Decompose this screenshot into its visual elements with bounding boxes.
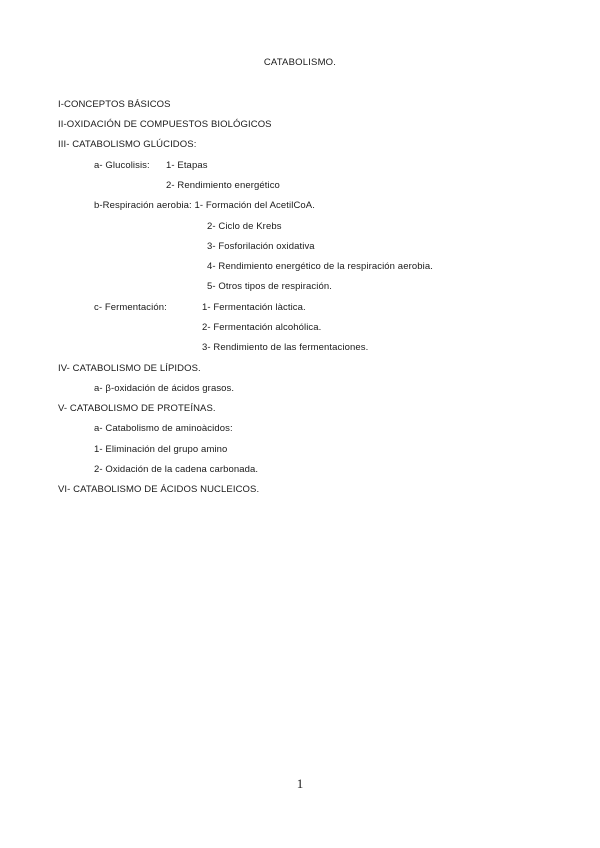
outline-item-fermentacion-alcoholica: 2- Fermentación alcohólica. <box>202 322 322 333</box>
outline-item-catabolismo-acidos-nucleicos: VI- CATABOLISMO DE ÁCIDOS NUCLEICOS. <box>58 484 260 495</box>
outline-item-oxidacion: II-OXIDACIÓN DE COMPUESTOS BIOLÓGICOS <box>58 119 272 130</box>
outline-item-ciclo-krebs: 2- Ciclo de Krebs <box>207 221 282 232</box>
outline-item-rendimiento-fermentaciones: 3- Rendimiento de las fermentaciones. <box>202 342 369 353</box>
outline-item-oxidacion-cadena: 2- Oxidación de la cadena carbonada. <box>94 464 259 475</box>
outline-item-fermentacion: c- Fermentación: <box>94 302 167 313</box>
outline-item-catabolismo-proteinas: V- CATABOLISMO DE PROTEÍNAS. <box>58 403 216 414</box>
outline-item-fosforilacion: 3- Fosforilación oxidativa <box>207 241 315 252</box>
outline-item-beta-oxidacion: a- β-oxidación de ácidos grasos. <box>94 383 235 394</box>
outline-item-catabolismo-glucidos: III- CATABOLISMO GLÚCIDOS: <box>58 139 197 150</box>
outline-item-catabolismo-lipidos: IV- CATABOLISMO DE LÍPIDOS. <box>58 363 201 374</box>
outline-item-respiracion-aerobia: b-Respiración aerobia: 1- Formación del AcetilCoA. <box>94 200 315 211</box>
outline-item-catabolismo-aminoacidos: a- Catabolismo de aminoàcidos: <box>94 423 233 434</box>
outline-item-fermentacion-lactica: 1- Fermentación làctica. <box>202 302 306 313</box>
page-number: 1 <box>296 776 304 791</box>
outline-item-conceptos: I-CONCEPTOS BÁSICOS <box>58 99 171 110</box>
outline-item-rendimiento-respiracion: 4- Rendimiento energético de la respiración aerobia. <box>207 261 433 272</box>
document-title: CATABOLISMO. <box>263 57 337 68</box>
outline-item-glucolisis: a- Glucolisis: <box>94 160 150 171</box>
outline-item-etapas: 1- Etapas <box>166 160 208 171</box>
outline-item-eliminacion-amino: 1- Eliminación del grupo amino <box>94 444 228 455</box>
outline-item-otros-tipos: 5- Otros tipos de respiración. <box>207 281 332 292</box>
outline-item-rendimiento-energetico: 2- Rendimiento energético <box>166 180 280 191</box>
